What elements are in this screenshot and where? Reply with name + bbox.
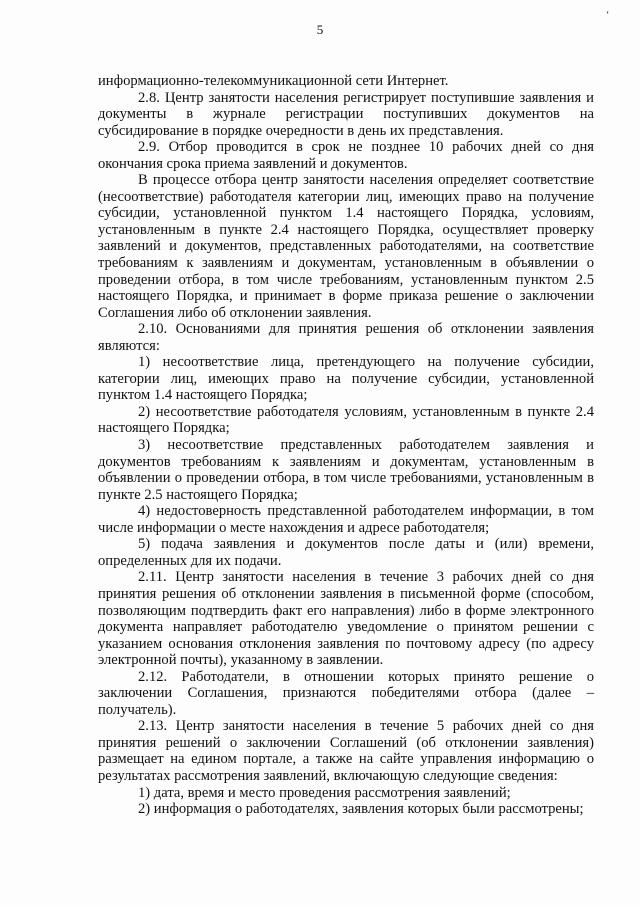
paragraph-2-9: 2.9. Отбор проводится в срок не позднее 10 рабочих дней со дня окончания срока приема заявлений и документов. (98, 139, 594, 172)
list-item-2-13-2: 2) информация о работодателях, заявления которых были рассмотрены; (138, 801, 584, 818)
paragraph-continuation: информационно-телекоммуникационной сети Интернет. (98, 73, 449, 89)
list-item-2-13-1: 1) дата, время и место проведения рассмотрения заявлений; (138, 784, 511, 801)
list-item-2-10-5: 5) подача заявления и документов после даты и (или) времени, определенных для их подачи. (98, 536, 594, 569)
document-body (98, 73, 594, 818)
list-item-2-10-2: 2) несоответствие работодателя условиям, установленным в пункте 2.4 настоящего Порядка; (98, 403, 594, 437)
page-number: 5 (316, 22, 324, 37)
list-item-2-10-1: 1) несоответствие лица, претендующего на получение субсидии, категории лиц, имеющих право на получение субсидии, установленной пунктом 1.4 настоящего Порядка; (98, 354, 594, 404)
paragraph-selection-process: В процессе отбора центр занятости населения определяет соответствие (несоответствие) работодателя категории лиц, имеющих право на получение субсидии, установленной пунктом 1.4 настоящего Порядка, условиям, установленным в пункте 2.4 настоящего Порядка, осуществляет проверку заявлений и документов, представленных работодателями, на соответствие требованиям к заявлениям и документам, установленным в объявлении о проведении отбора, в том числе требованиям, установленным пунктом 2.5 настоящего Порядка, и принимает в форме приказа решение о заключении Соглашения либо об отклонении заявления. (98, 172, 594, 321)
paragraph-2-13: 2.13. Центр занятости населения в течение 5 рабочих дней со дня принятия решений о заключении Соглашений (об отклонении заявления) размещает на едином портале, а также на сайте управления информацию о результатах рассмотрения заявлений, включающую следующие сведения: (98, 718, 594, 784)
paragraph-2-10: 2.10. Основаниями для принятия решения об отклонении заявления являются: (98, 321, 594, 354)
corner-mark: ʻ (606, 10, 610, 21)
list-item-2-10-4: 4) недостоверность представленной работодателем информации, в том числе информации о месте нахождения и адресе работодателя; (98, 503, 594, 536)
paragraph-2-8: 2.8. Центр занятости населения регистрирует поступившие заявления и документы в журнале регистрации поступивших документов на субсидирование в порядке очередности в день их представления. (98, 89, 594, 139)
paragraph-2-11: 2.11. Центр занятости населения в течение 3 рабочих дней со дня принятия решения об отклонении заявления в письменной форме (способом, позволяющим подтвердить факт его направления) либо в форме электронного документа направляет работодателю уведомление о принятом решении с указанием основания отклонения заявления по почтовому адресу (по адресу электронной почты), указанному в заявлении. (98, 569, 594, 669)
list-item-2-10-3: 3) несоответствие представленных работодателем заявления и документов требованиям к заявлениям и документам, установленным в объявлении о проведении отбора, в том числе требованиями, установленным в пункте 2.5 настоящего Порядка; (98, 437, 594, 503)
paragraph-2-12: 2.12. Работодатели, в отношении которых принято решение о заключении Соглашения, признаются победителями отбора (далее – получатель). (98, 668, 594, 718)
